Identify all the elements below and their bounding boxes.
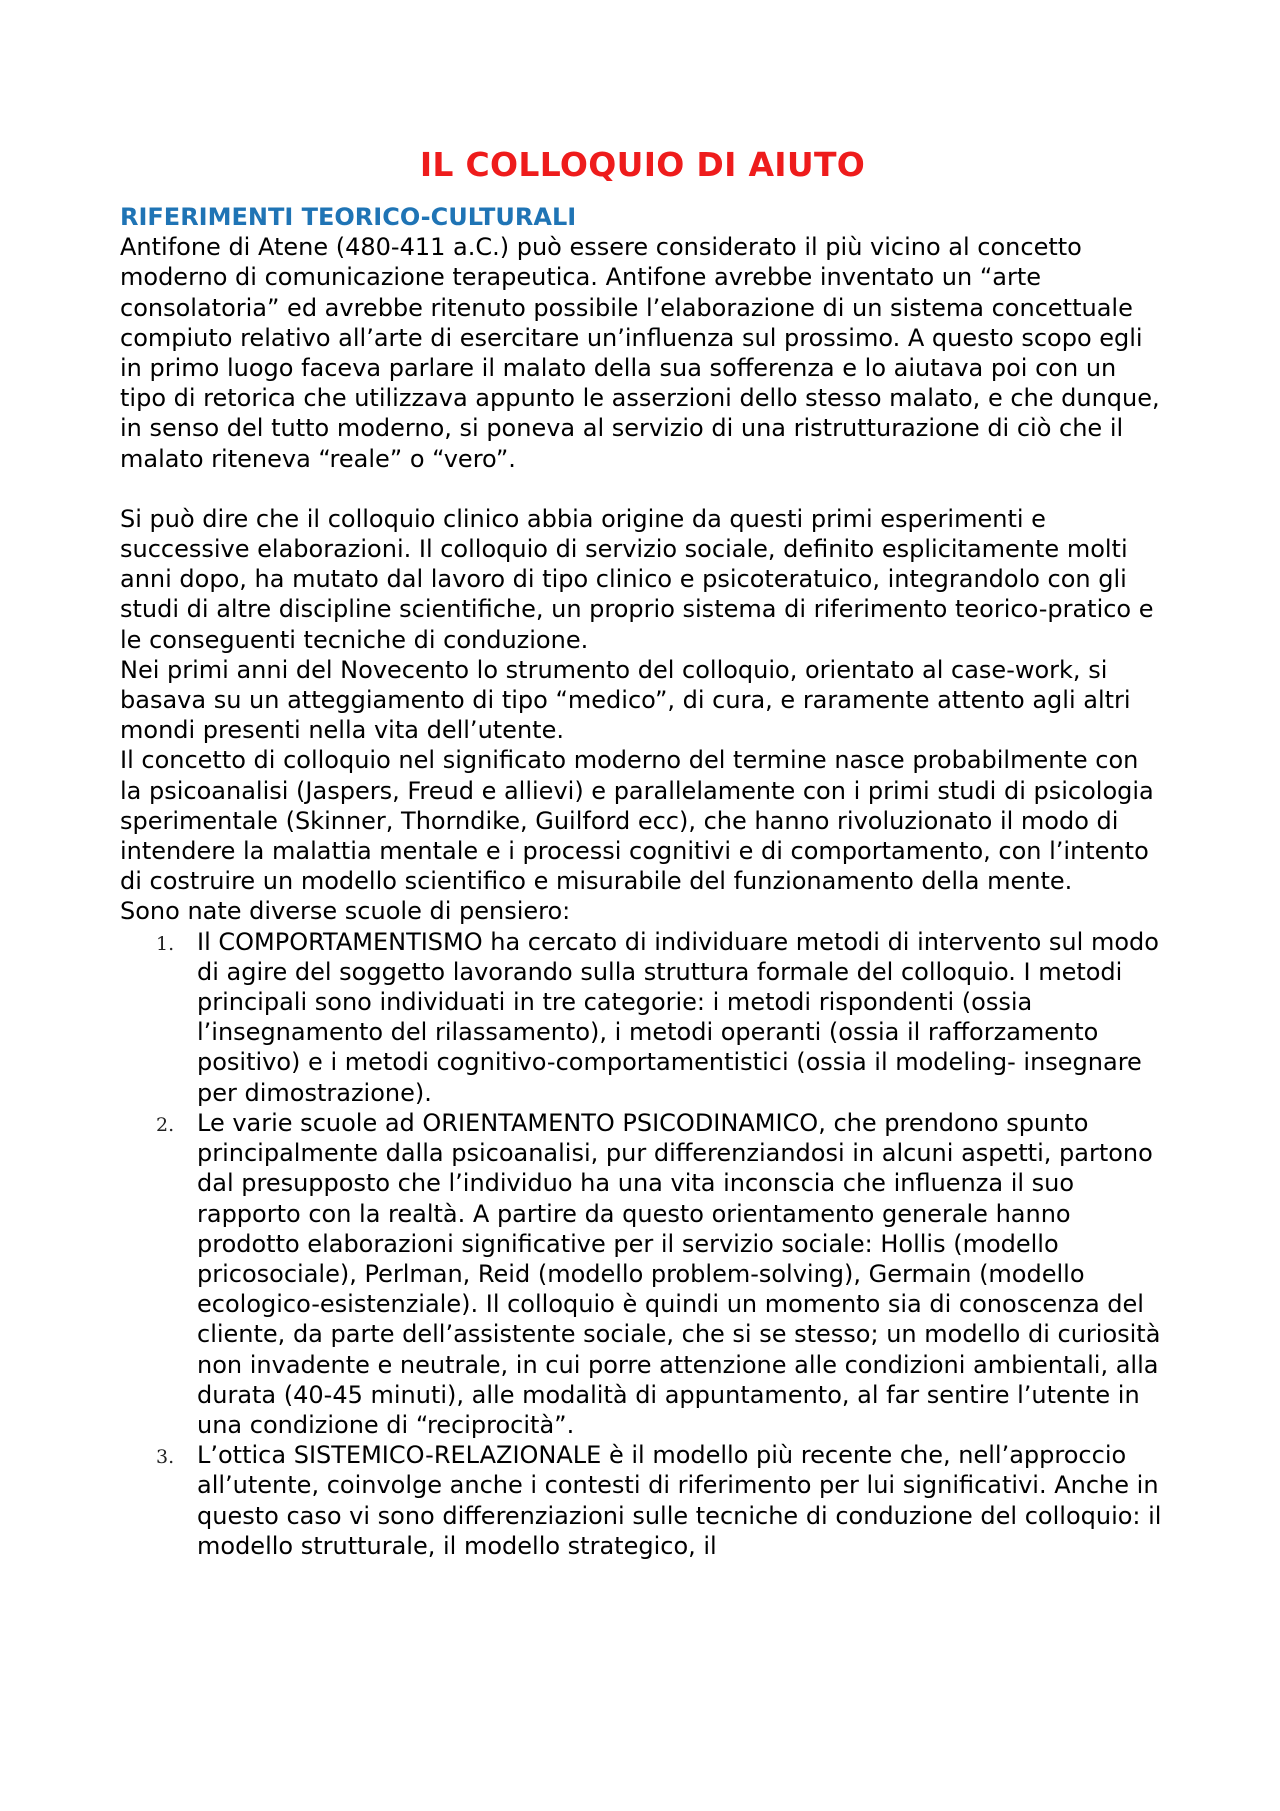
list-number: 3. — [156, 1446, 175, 1469]
list-item-text: L’ottica SISTEMICO-RELAZIONALE è il modello più recente che, nell’approccio all’utente, coinvolge anche i contesti di riferimento per lui significativi. Anche in questo caso vi sono differenziazioni sulle tecniche di conduzione del colloquio: il modello strutturale, il modello strategico, il — [197, 1441, 1162, 1560]
list-item-comportamentismo — [120, 927, 1165, 1108]
list-item-sistemico-relazionale — [120, 1440, 1165, 1561]
paragraph-antifone: Antifone di Atene (480-411 a.C.) può essere considerato il più vicino al concetto moderno di comunicazione terapeutica. Antifone avrebbe inventato un “arte consolatoria” ed avrebbe ritenuto possibile l’elaborazione di un sistema concettuale compiuto relativo all’arte di esercitare un’influenza sul prossimo. A questo scopo egli in primo luogo faceva parlare il malato della sua sofferenza e lo aiutava poi con un tipo di retorica che utilizzava appunto le asserzioni dello stesso malato, e che dunque, in senso del tutto moderno, si poneva al servizio di una ristrutturazione di ciò che il malato riteneva “reale” o “vero”. — [120, 233, 1160, 473]
paragraph-novecento: Nei primi anni del Novecento lo strumento del colloquio, orientato al case-work, si basava su un atteggiamento di tipo “medico”, di cura, e raramente attento agli altri mondi presenti nella vita dell’utente. — [120, 655, 1131, 745]
paragraph-colloquio-clinico: Si può dire che il colloquio clinico abbia origine da questi primi esperimenti e successive elaborazioni. Il colloquio di servizio sociale, definito esplicitamente molti anni dopo, ha mutato dal lavoro di tipo clinico e psicoteratuico, integrandolo con gli studi di altre discipline scientifiche, un proprio sistema di riferimento teorico-pratico e le conseguenti tecniche di conduzione. — [120, 504, 1154, 654]
schools-list — [120, 927, 1165, 1561]
list-item-text: Il COMPORTAMENTISMO ha cercato di individuare metodi di intervento sul modo di agire del soggetto lavorando sulla struttura formale del colloquio. I metodi principali sono individuati in tre categorie: i metodi rispondenti (ossia l’insegnamento del rilassamento), i metodi operanti (ossia il rafforzamento positivo) e i metodi cognitivo-comportamentistici (ossia il modeling- insegnare per dimostrazione). — [197, 927, 1159, 1107]
document-page — [120, 145, 1165, 1561]
list-number: 2. — [156, 1113, 175, 1136]
paragraph-spacer — [120, 474, 1165, 504]
list-item-text: Le varie scuole ad ORIENTAMENTO PSICODINAMICO, che prendono spunto principalmente dalla psicoanalisi, pur differenziandosi in alcuni aspetti, partono dal presupposto che l’individuo ha una vita inconscia che influenza il suo rapporto con la realtà. A partire da questo orientamento generale hanno prodotto elaborazioni significative per il servizio sociale: Hollis (modello pricosociale), Perlman, Reid (modello problem-solving), Germain (modello ecologico-esistenziale). Il colloquio è quindi un momento sia di conoscenza del cliente, da parte dell’assistente sociale, che si se stesso; un modello di curiosità non invadente e neutrale, in cui porre attenzione alle condizioni ambientali, alla durata (40-45 minuti), alle modalità di appuntamento, al far sentire l’utente in una condizione di “reciprocità”. — [197, 1108, 1161, 1439]
section-heading: RIFERIMENTI TEORICO-CULTURALI — [120, 203, 577, 231]
paragraph-concetto-moderno: Il concetto di colloquio nel significato moderno del termine nasce probabilmente con la psicoanalisi (Jaspers, Freud e allievi) e parallelamente con i primi studi di psicologia sperimentale (Skinner, Thorndike, Guilford ecc), che hanno rivoluzionato il modo di intendere la malattia mentale e i processi cognitivi e di comportamento, con l’intento di costruire un modello scientifico e misurabile del funzionamento della mente. — [120, 746, 1154, 896]
paragraph-scuole-intro: Sono nate diverse scuole di pensiero: — [120, 897, 571, 926]
list-number: 1. — [156, 932, 175, 955]
document-title: IL COLLOQUIO DI AIUTO — [419, 145, 866, 184]
list-item-psicodinamico — [120, 1108, 1165, 1440]
